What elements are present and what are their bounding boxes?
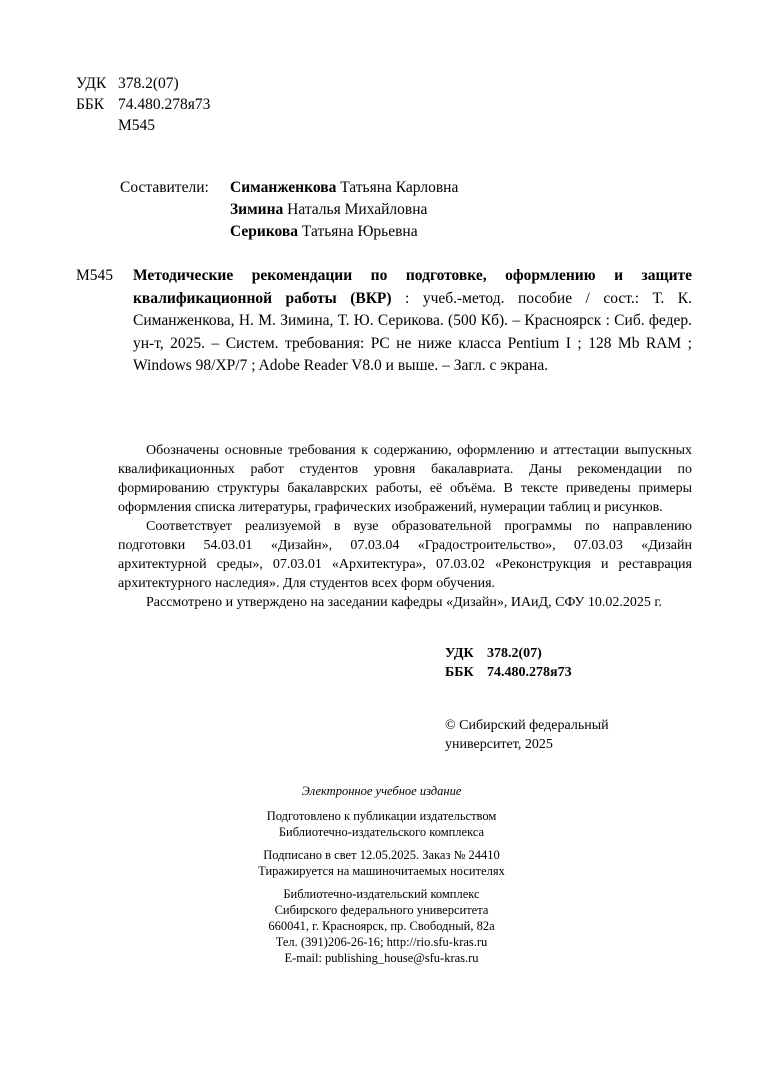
edition-type <box>0 783 763 799</box>
udk-value: 378.2(07) <box>118 75 179 92</box>
compiler-surname: Симанженкова <box>230 179 337 196</box>
prepared-line: Подготовлено к публикации издательством <box>266 809 497 823</box>
publisher-info <box>0 886 763 966</box>
udk-label: УДК <box>76 75 107 92</box>
entry-title: Методические рекомендации по подготовке, оформлению и защите квалификационной работы (ВКР) <box>133 267 692 307</box>
copyright <box>445 716 609 754</box>
compilers-label: Составители: <box>120 179 209 196</box>
author-mark: М545 <box>118 117 156 134</box>
signed-info <box>0 847 763 879</box>
compiler-row <box>120 221 458 243</box>
bbk-value: 74.480.278я73 <box>487 665 572 680</box>
prepared-line: Библиотечно-издательского комплекса <box>278 825 485 839</box>
header-codes <box>76 73 210 136</box>
compiler-row <box>120 199 458 221</box>
edition-type-text: Электронное учебное издание <box>301 784 462 798</box>
annotation-paragraph: Обозначены основные требования к содержанию, оформлению и аттестации выпускных квалификационных работ студентов уровня бакалавриата. Даны рекомендации по формированию структуры бакалаврских работы, её объёма. В тексте приведены примеры оформления списка литературы, графических изображений, нумерации таблиц и рисунков. <box>118 443 692 515</box>
publisher-contacts: Тел. (391)206-26-16; http://rio.sfu-kras.ru <box>275 935 488 949</box>
replicated-line: Тиражируется на машиночитаемых носителях <box>258 864 505 878</box>
publisher-email: E-mail: publishing_house@sfu-kras.ru <box>284 951 479 965</box>
signed-line: Подписано в свет 12.05.2025. Заказ № 24410 <box>263 848 500 862</box>
udk-row <box>445 644 572 663</box>
bbk-value: 74.480.278я73 <box>118 96 211 113</box>
publisher-line: Библиотечно-издательский комплекс <box>283 887 480 901</box>
annotation-paragraph: Соответствует реализуемой в вузе образовательной программы по направлению подготовки 54.03.01 «Дизайн», 07.03.04 «Градостроительство», 07.03.03 «Дизайн архитектурной среды», 07.03.01 «Архитектура», 07.03.02 «Реконструкция и реставрация архитектурного наследия». Для студентов всех форм обучения. <box>118 519 692 591</box>
copyright-line: университет, 2025 <box>445 737 553 752</box>
prepared-by <box>0 808 763 840</box>
udk-row <box>76 73 210 94</box>
publisher-address: 660041, г. Красноярск, пр. Свободный, 82а <box>268 919 495 933</box>
entry-description: : учеб.-метод. пособие / сост.: Т. К. Симанженкова, Н. М. Зимина, Т. Ю. Серикова. (500 Кб). – Красноярск : Сиб. федер. ун-т, 2025. – Систем. требования: PC не ниже класса Pentium I ; 128 Mb RAM ; Windows 98/XP/7 ; Adobe Reader V8.0 и выше. – Загл. с экрана. <box>133 289 692 374</box>
classification-codes <box>445 644 572 682</box>
annotation-paragraph: Рассмотрено и утверждено на заседании кафедры «Дизайн», ИАиД, СФУ 10.02.2025 г. <box>146 595 663 610</box>
annotation <box>118 441 692 612</box>
compiler-row <box>120 177 458 199</box>
copyright-line: © Сибирский федеральный <box>445 718 609 733</box>
bibliographic-entry <box>76 265 692 378</box>
bbk-row <box>445 663 572 682</box>
compiler-name: Татьяна Карловна <box>340 179 459 196</box>
entry-text <box>133 265 692 378</box>
udk-value: 378.2(07) <box>487 646 542 661</box>
bbk-label: ББК <box>76 96 105 113</box>
publisher-line: Сибирского федерального университета <box>274 903 489 917</box>
compilers-block <box>120 177 458 243</box>
author-mark-row <box>76 115 210 136</box>
compiler-surname: Серикова <box>230 223 299 240</box>
bbk-row <box>76 94 210 115</box>
bbk-label: ББК <box>445 665 474 680</box>
entry-code: М545 <box>76 267 114 284</box>
compiler-name: Наталья Михайловна <box>287 201 428 218</box>
compiler-surname: Зимина <box>230 201 284 218</box>
compiler-name: Татьяна Юрьевна <box>301 223 418 240</box>
udk-label: УДК <box>445 646 474 661</box>
